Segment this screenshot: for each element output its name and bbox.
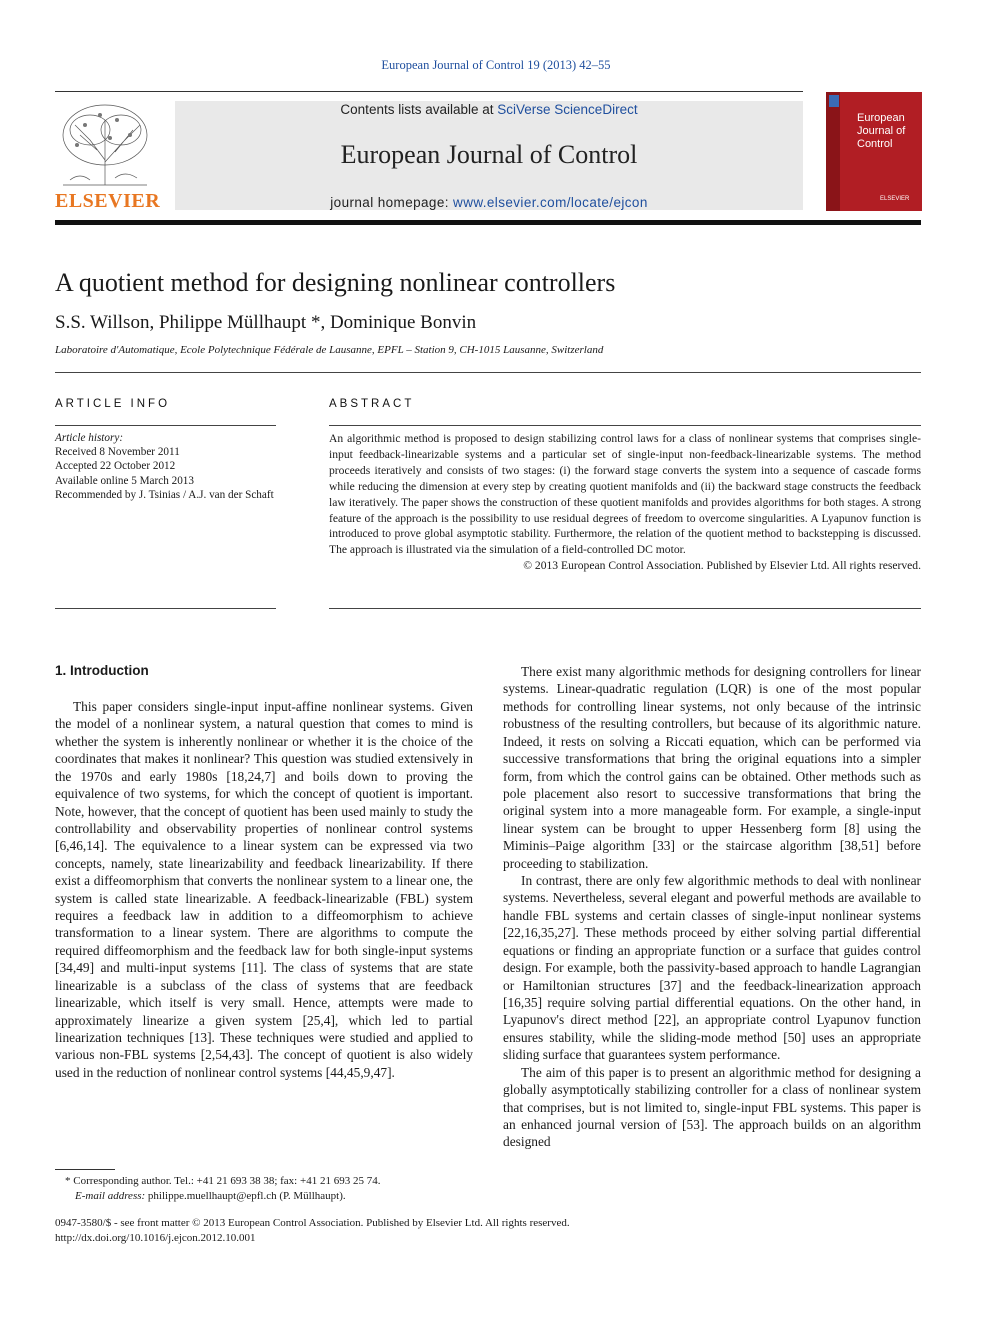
homepage-line	[175, 195, 803, 210]
left-column	[55, 698, 473, 1081]
paragraph-nonlinear-methods: In contrast, there are only few algorithmic methods to deal with nonlinear systems. Nevertheless, several elegant and powerful methods are available to handle FBL systems and certain classes of single-input nonlinear systems [22,16,35,27]. These methods proceed by either solving partial differential equations or finding an appropriate function or a surface that guides control design. For example, both the passivity-based approach to handle Lagrangian or Hamiltonian structures [37] and the feedback-linearization approach [16,35] require solving partial differential equations. On the other hand, in Lyapunov's direct method [22], an appropriate control Lyapunov function ensures stability, while the sliding-mode method [50] uses an appropriate sliding surface that guarantees system performance.	[503, 873, 921, 1063]
journal-title: European Journal of Control	[340, 140, 638, 169]
article-affiliation: Laboratoire d'Automatique, Ecole Polytechnique Fédérale de Lausanne, EPFL – Station 9, CH-1015 Lausanne, Switzerland	[55, 344, 604, 356]
journal-citation[interactable]: European Journal of Control 19 (2013) 42–55	[381, 58, 611, 72]
right-column	[503, 663, 921, 1151]
article-title: A quotient method for designing nonlinear controllers	[55, 268, 616, 297]
homepage-prefix: journal homepage:	[330, 195, 454, 210]
footnote	[55, 1174, 473, 1203]
abstract-copyright: © 2013 European Control Association. Published by Elsevier Ltd. All rights reserved.	[523, 559, 921, 573]
header-rule	[55, 91, 803, 92]
email-label: E-mail address:	[75, 1189, 148, 1202]
abstract-body	[329, 431, 921, 574]
cover-publisher: ELSEVIER	[880, 196, 910, 202]
abstract-heading: ABSTRACT	[329, 398, 415, 410]
cover-emblem-icon	[829, 95, 839, 107]
history-received: Received 8 November 2011	[55, 446, 180, 459]
history-online: Available online 5 March 2013	[55, 474, 194, 487]
history-label: Article history:	[55, 432, 124, 444]
section-heading: 1. Introduction	[55, 663, 149, 678]
journal-cover	[826, 92, 922, 211]
abstract-rule	[329, 425, 921, 426]
article-info-rule	[55, 425, 276, 426]
doi-link[interactable]: http://dx.doi.org/10.1016/j.ejcon.2012.10.001	[55, 1231, 256, 1244]
abstract-text: An algorithmic method is proposed to design stabilizing control laws for a class of nonlinear systems that comprises single-input feedback-linearizable systems and a particular set of single-input non-feedback-linearizable systems. The method proceeds iteratively and consists of two stages: (i) the forward stage converts the system into a sequence of cascade forms while reducing the dimension at every step by creating quotient manifolds and (ii) the backward stage constructs the feedback law iteratively. The paper shows the construction of these quotient manifolds and provides algorithms for both stages. A strong feature of the approach is the possibility to use residual degrees of freedom to overcome singularities. A Lyapunov function is introduced to prove global asymptotic stability. Furthermore, the relation of the quotient method to backstepping is discussed. The approach is illustrated via the simulation of a field-controlled DC motor.	[329, 432, 921, 557]
history-recommended: Recommended by J. Tsinias / A.J. van der Schaft	[55, 488, 274, 501]
elsevier-wordmark: ELSEVIER	[55, 190, 161, 212]
article-history	[55, 431, 305, 502]
email-line	[55, 1189, 473, 1204]
title-rule	[55, 372, 921, 373]
history-accepted: Accepted 22 October 2012	[55, 460, 176, 473]
corresponding-author: * Corresponding author. Tel.: +41 21 693 38 38; fax: +41 21 693 25 74.	[65, 1175, 381, 1187]
intro-paragraph: This paper considers single-input input-affine nonlinear systems. Given the model of a nonlinear system, a natural question that comes to mind is whether the system is inherently nonlinear or whether it is the choice of the coordinates that makes it nonlinear? This question was studied extensively in the 1970s and early 1980s [18,24,7] and boils down to proving the equivalence of two systems, for which the concept of quotient is important. Note, however, that the concept of quotient has been used mainly to study the controllability and observability properties of nonlinear control systems [6,46,14]. The equivalence to a linear system can be expressed via two concepts, namely, state linearizability and feedback linearizability. If there exist a diffeomorphism that converts the nonlinear system to a linear one, the system is called state linearizable. A feedback-linearizable (FBL) system requires a feedback law in addition to a diffeomorphism to achieve transformation to a linear system. There are algorithms to compute the required diffeomorphism and the feedback law for both single-input systems [34,49] and multi-input systems [11]. The class of systems that are state linearizable is a subclass of the class of systems that are feedback linearizable, which itself is very small. Hence, attempts were made to approximately linearize a given system [25,4], which led to partial linearization techniques [13]. These techniques were studied and applied to various non-FBL systems [2,54,43]. The concept of quotient is also widely used in the reduction of nonlinear control systems [44,45,9,47].	[55, 699, 473, 1080]
abstract-bottom-rule	[329, 608, 921, 609]
cover-title: European Journal of Control	[857, 112, 906, 150]
cover-strip	[826, 92, 840, 211]
header-thick-rule	[55, 220, 921, 225]
issn-line: 0947-3580/$ - see front matter © 2013 European Control Association. Published by Elsevier Ltd. All rights reserved.	[55, 1217, 570, 1229]
footnote-rule	[55, 1169, 115, 1170]
paragraph-linear-methods: There exist many algorithmic methods for designing controllers for linear systems. Linear-quadratic regulation (LQR) is one of the most popular methods for controlling linear systems, not only because of the intrinsic robustness of the resulting controllers, but because of its algorithmic nature. Indeed, it rests on solving a Riccati equation, which can be performed via successive transformations that bring the original equations into a simpler form, from which the control gains can be obtained. Other methods such as pole placement also resort to successive transformations that bring the original system into a more manageable form. For example, a single-input linear system can be brought to upper Hessenberg form [8] using the Miminis–Paige algorithm [33] or the staircase algorithm [38,51] before proceeding to stabilization.	[503, 664, 921, 871]
email-address[interactable]: philippe.muellhaupt@epfl.ch (P. Müllhaupt).	[147, 1189, 346, 1202]
footer	[55, 1216, 570, 1245]
article-info-heading: ARTICLE INFO	[55, 398, 171, 410]
sciencedirect-link[interactable]: SciVerse ScienceDirect	[497, 102, 638, 117]
article-authors: S.S. Willson, Philippe Müllhaupt *, Dominique Bonvin	[55, 312, 477, 333]
paragraph-aim: The aim of this paper is to present an algorithmic method for designing a globally asymptotically stabilizing controller for a class of nonlinear system that comprises, but is not limited to, single-input FBL systems. This paper is an enhanced journal version of [53]. The approach builds on an algorithm designed	[503, 1064, 921, 1150]
contents-line	[175, 102, 803, 117]
contents-prefix: Contents lists available at	[340, 102, 498, 117]
homepage-link[interactable]: www.elsevier.com/locate/ejcon	[453, 195, 648, 210]
article-info-bottom-rule	[55, 608, 276, 609]
